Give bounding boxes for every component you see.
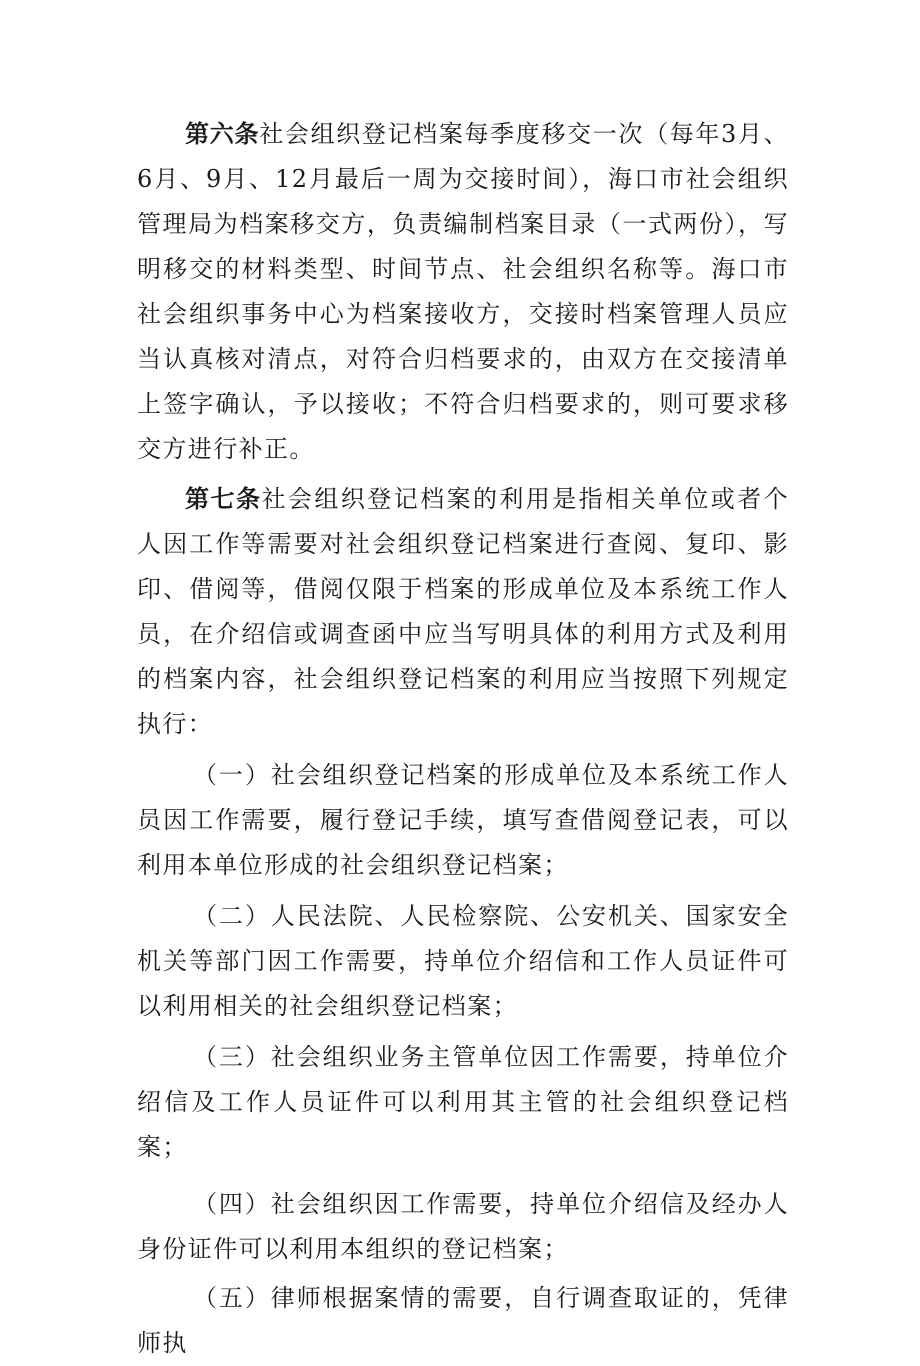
list-item-5: （五）律师根据案情的需要，自行调查取证的，凭律师执: [137, 1284, 789, 1357]
article-6-body: 社会组织登记档案每季度移交一次（每年3月、6月、9月、12月最后一周为交接时间），海口市社会组织管理局为档案移交方，负责编制档案目录（一式两份），写明移交的材料类型、时间节点、社会组织名称等。海口市社会组织事务中心为档案接收方，交接时档案管理人员应当认真核对清点，对符合归档要求的，由双方在交接清单上签字确认，予以接收；不符合归档要求的，则可要求移交方进行补正。: [137, 120, 790, 463]
article-7-heading: 第七条: [185, 485, 262, 513]
article-7-body: 社会组织登记档案的利用是指相关单位或者个人因工作等需要对社会组织登记档案进行查阅、复印、影印、借阅等，借阅仅限于档案的形成单位及本系统工作人员，在介绍信或调查函中应当写明具体的利用方式及利用的档案内容，社会组织登记档案的利用应当按照下列规定执行：: [137, 485, 790, 738]
list-item-1: （一）社会组织登记档案的形成单位及本系统工作人员因工作需要，履行登记手续，填写查借阅登记表，可以利用本单位形成的社会组织登记档案；: [137, 761, 789, 879]
list-item-2: （二）人民法院、人民检察院、公安机关、国家安全机关等部门因工作需要，持单位介绍信和工作人员证件可以利用相关的社会组织登记档案；: [137, 902, 789, 1020]
document-page: [137, 112, 789, 1366]
list-item-4: （四）社会组织因工作需要，持单位介绍信及经办人身份证件可以利用本组织的登记档案；: [137, 1190, 789, 1263]
article-7-paragraph: [137, 477, 789, 747]
article-6-paragraph: [137, 112, 789, 472]
article-6-heading: 第六条: [185, 120, 260, 148]
list-item-3: （三）社会组织业务主管单位因工作需要，持单位介绍信及工作人员证件可以利用其主管的社会组织登记档案；: [137, 1043, 789, 1161]
